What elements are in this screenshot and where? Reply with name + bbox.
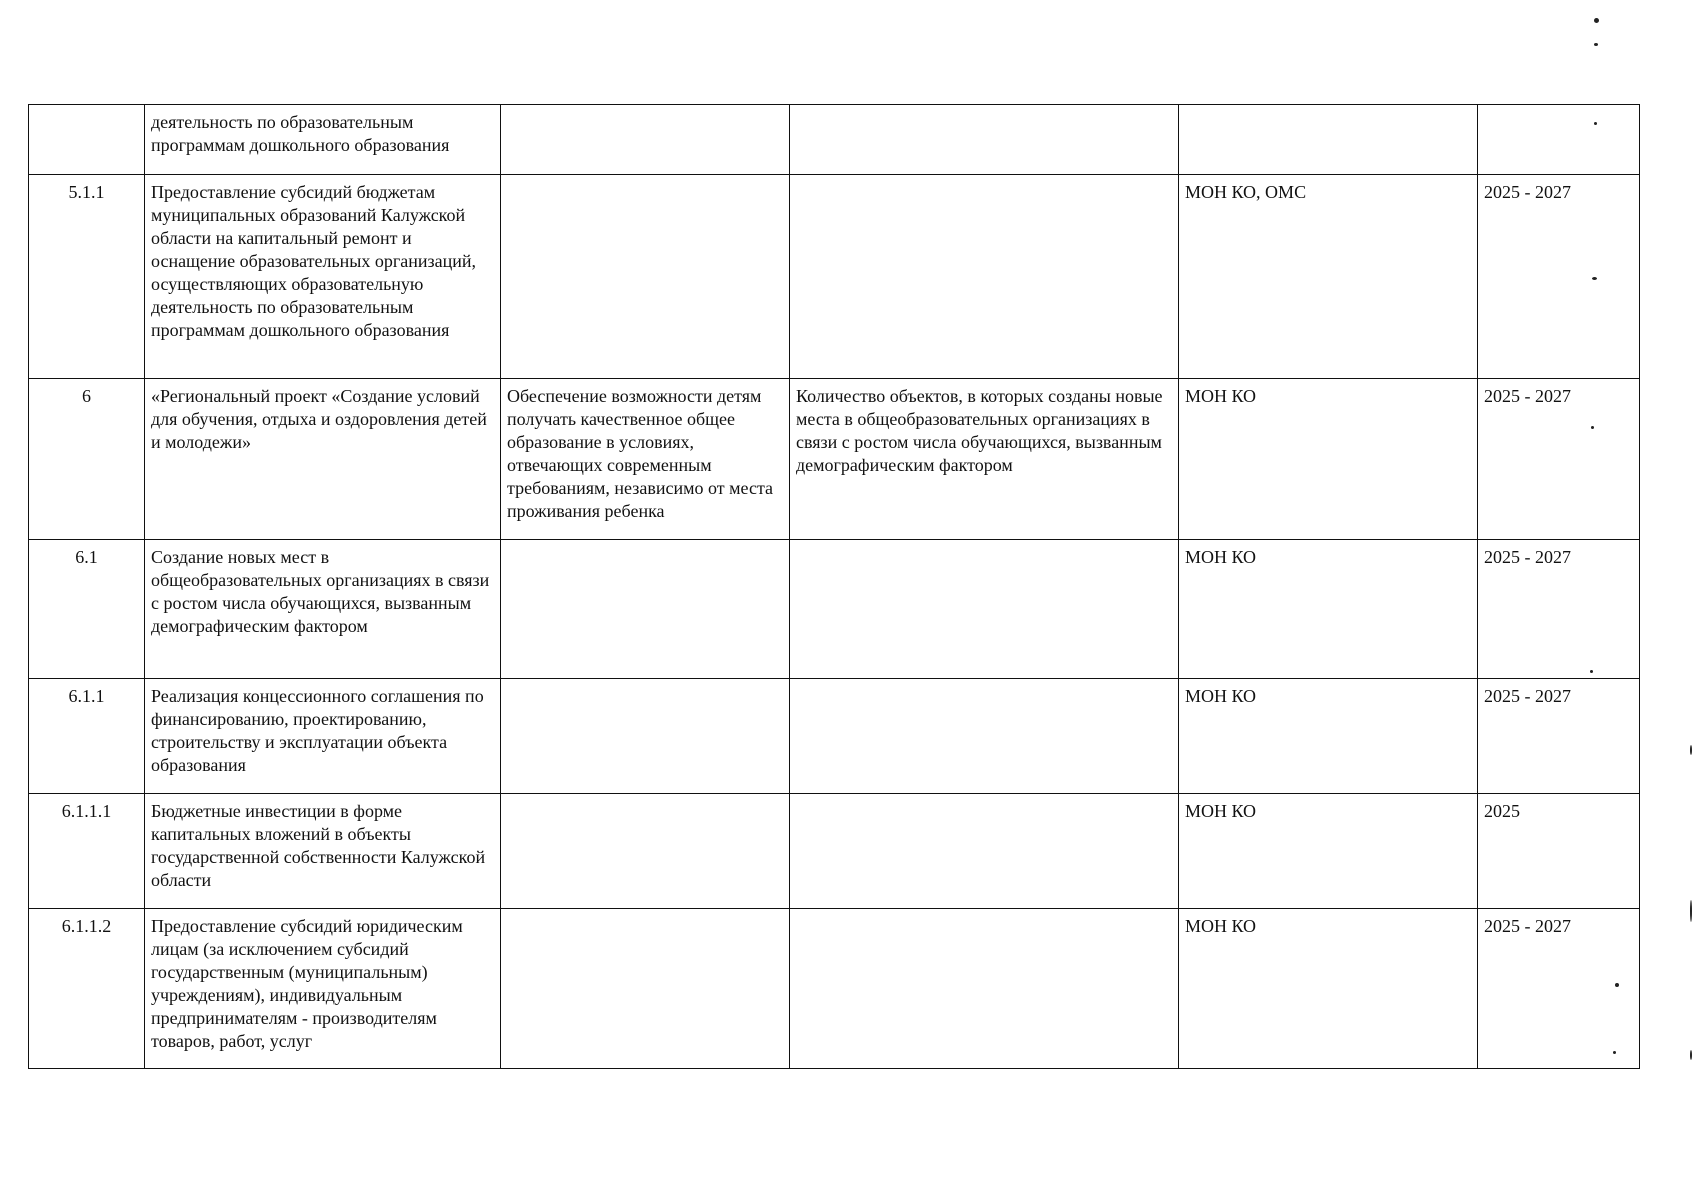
indicator-cell: [790, 175, 1179, 379]
row-number: 6.1.1.2: [29, 909, 145, 1069]
table-row: [29, 105, 1640, 175]
row-number: [29, 105, 145, 175]
executor-cell: МОН КО: [1179, 909, 1478, 1069]
executor-cell: МОН КО: [1179, 379, 1478, 540]
executor-cell: МОН КО: [1179, 540, 1478, 679]
task-cell: [501, 909, 790, 1069]
task-cell: [501, 540, 790, 679]
row-number: 6.1.1: [29, 679, 145, 794]
executor-cell: МОН КО: [1179, 679, 1478, 794]
period-cell: 2025 - 2027: [1478, 540, 1640, 679]
period-cell: 2025 - 2027: [1478, 909, 1640, 1069]
measure-name: «Региональный проект «Создание условий для обучения, отдыха и оздоровления детей и молодежи»: [145, 379, 501, 540]
executor-cell: МОН КО: [1179, 794, 1478, 909]
plan-table: [28, 104, 1640, 1069]
scan-speck: [1690, 745, 1692, 755]
row-number: 6: [29, 379, 145, 540]
task-cell: [501, 679, 790, 794]
measure-name: Создание новых мест в общеобразовательных организациях в связи с ростом числа обучающихся, вызванным демографическим фактором: [145, 540, 501, 679]
measure-name: деятельность по образовательным программам дошкольного образования: [145, 105, 501, 175]
period-cell: 2025 - 2027: [1478, 379, 1640, 540]
executor-cell: [1179, 105, 1478, 175]
task-cell: [501, 175, 790, 379]
indicator-cell: [790, 909, 1179, 1069]
indicator-cell: [790, 540, 1179, 679]
indicator-cell: [790, 105, 1179, 175]
task-cell: [501, 794, 790, 909]
period-cell: [1478, 105, 1640, 175]
row-number: 5.1.1: [29, 175, 145, 379]
measure-name: Реализация концессионного соглашения по финансированию, проектированию, строительству и эксплуатации объекта образования: [145, 679, 501, 794]
measure-name: Предоставление субсидий бюджетам муниципальных образований Калужской области на капитальный ремонт и оснащение образовательных организаций, осуществляющих образовательную деятельность по образовательным программам дошкольного образования: [145, 175, 501, 379]
row-number: 6.1.1.1: [29, 794, 145, 909]
scan-speck: [1690, 900, 1692, 922]
task-cell: Обеспечение возможности детям получать качественное общее образование в условиях, отвечающих современным требованиям, независимо от места проживания ребенка: [501, 379, 790, 540]
table-row: [29, 679, 1640, 794]
table-row: [29, 379, 1640, 540]
indicator-cell: [790, 679, 1179, 794]
period-cell: 2025 - 2027: [1478, 679, 1640, 794]
table-row: [29, 175, 1640, 379]
table-row: [29, 909, 1640, 1069]
table-row: [29, 540, 1640, 679]
task-cell: [501, 105, 790, 175]
scan-speck: [1594, 18, 1599, 23]
scan-speck: [1594, 43, 1598, 46]
row-number: 6.1: [29, 540, 145, 679]
indicator-cell: Количество объектов, в которых созданы новые места в общеобразовательных организациях в связи с ростом числа обучающихся, вызванным демографическим фактором: [790, 379, 1179, 540]
executor-cell: МОН КО, ОМС: [1179, 175, 1478, 379]
table-row: [29, 794, 1640, 909]
indicator-cell: [790, 794, 1179, 909]
measure-name: Предоставление субсидий юридическим лицам (за исключением субсидий государственным (муниципальным) учреждениям), индивидуальным предпринимателям - производителям товаров, работ, услуг: [145, 909, 501, 1069]
period-cell: 2025 - 2027: [1478, 175, 1640, 379]
measure-name: Бюджетные инвестиции в форме капитальных вложений в объекты государственной собственности Калужской области: [145, 794, 501, 909]
scan-speck: [1690, 1050, 1692, 1060]
period-cell: 2025: [1478, 794, 1640, 909]
